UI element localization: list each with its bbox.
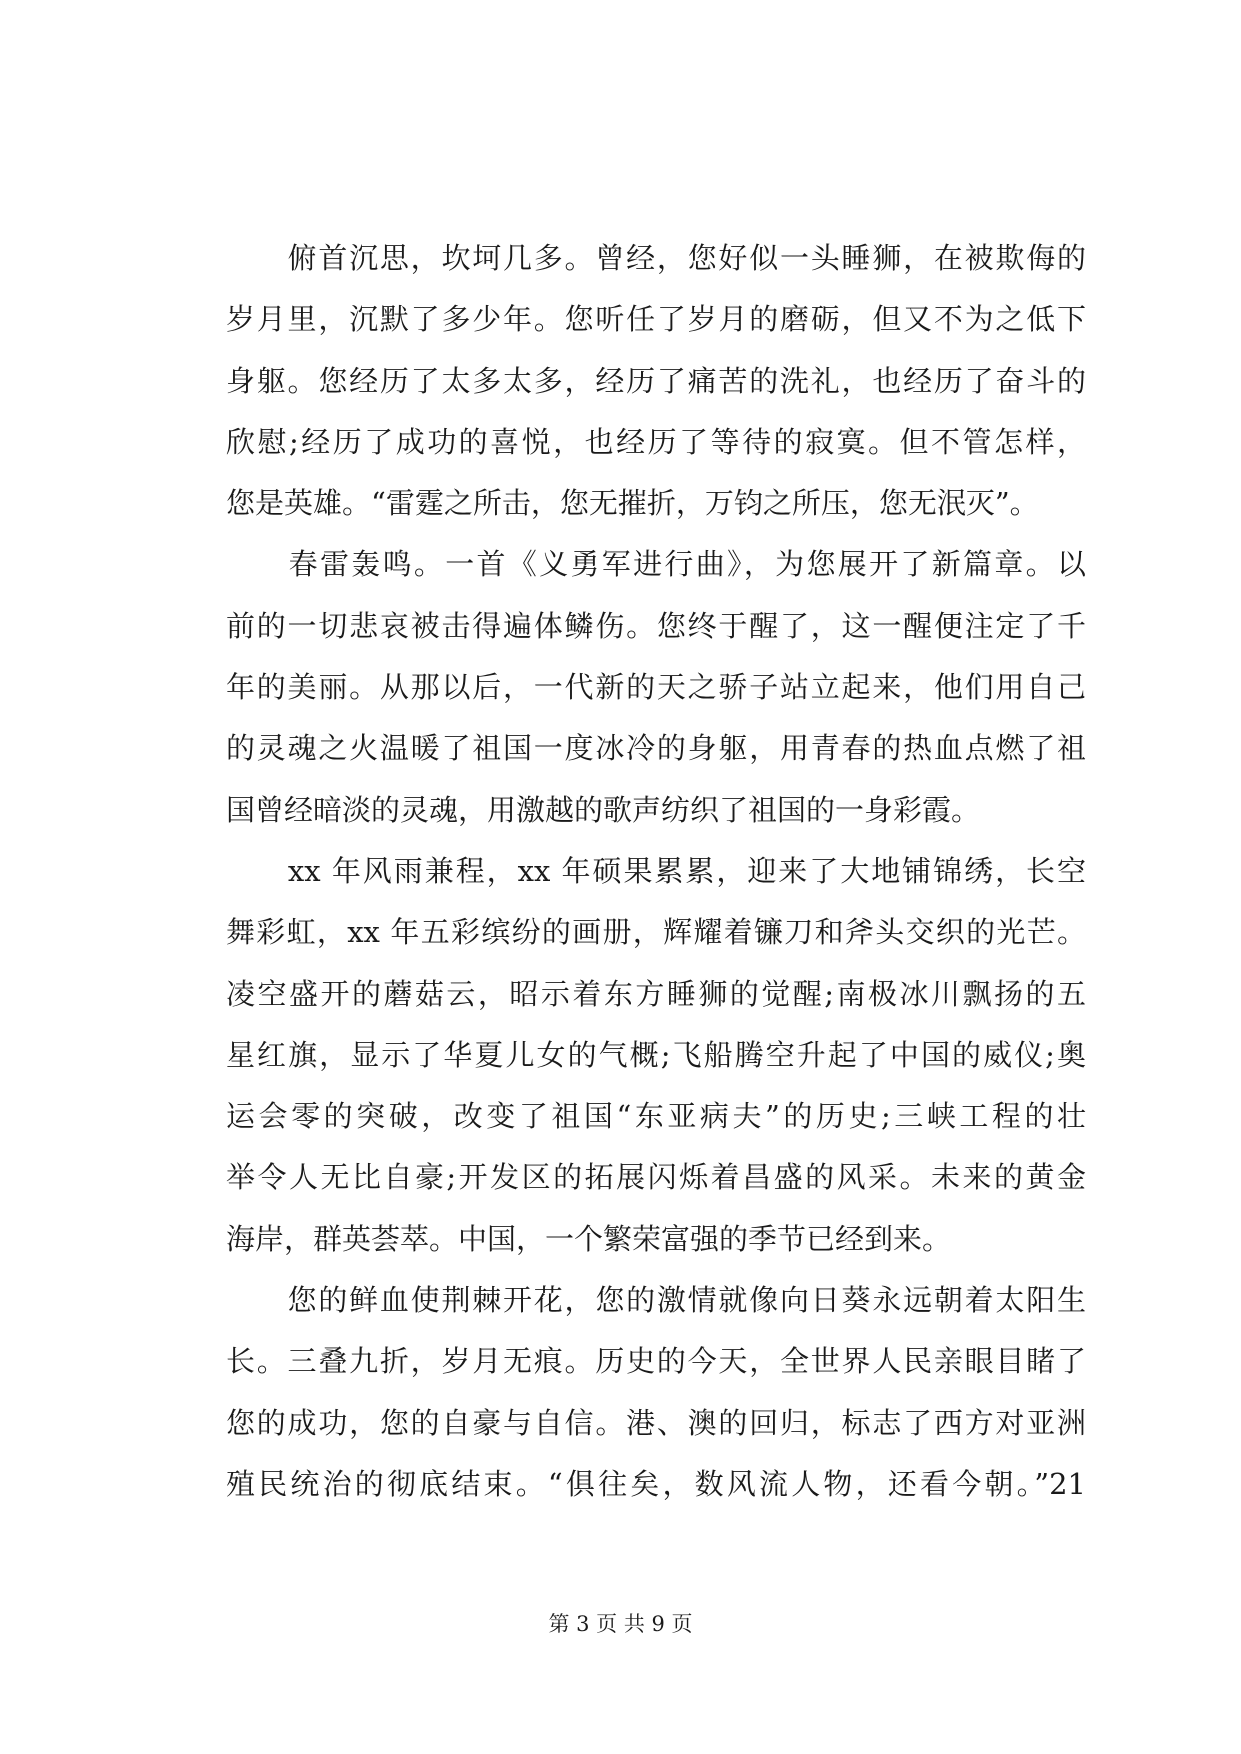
body-text — [226, 228, 1086, 1515]
text-line: 身躯。您经历了太多太多，经历了痛苦的洗礼，也经历了奋斗的 — [226, 363, 1086, 398]
text-line: xx 年风雨兼程，xx 年硕果累累，迎来了大地铺锦绣，长空 — [226, 853, 1086, 888]
text-line: 国曾经暗淡的灵魂，用激越的歌声纺织了祖国的一身彩霞。 — [226, 792, 981, 827]
text-line: 长。三叠九折，岁月无痕。历史的今天，全世界人民亲眼目睹了 — [226, 1344, 1086, 1379]
text-line: 凌空盛开的蘑菇云，昭示着东方睡狮的觉醒;南极冰川飘扬的五 — [226, 976, 1086, 1011]
text-line: 岁月里，沉默了多少年。您听任了岁月的磨砺，但又不为之低下 — [226, 302, 1086, 337]
text-line: 您的鲜血使荆棘开花，您的激情就像向日葵永远朝着太阳生 — [226, 1283, 1086, 1318]
text-line: 殖民统治的彻底结束。“俱往矣，数风流人物，还看今朝。”21 — [226, 1466, 1086, 1501]
text-line: 的灵魂之火温暖了祖国一度冰冷的身躯，用青春的热血点燃了祖 — [226, 731, 1086, 766]
text-line: 举令人无比自豪;开发区的拓展闪烁着昌盛的风采。未来的黄金 — [226, 1160, 1086, 1195]
text-line: 运会零的突破，改变了祖国“东亚病夫”的历史;三峡工程的壮 — [226, 1099, 1086, 1134]
paragraph — [226, 841, 1086, 1270]
text-line: 您的成功，您的自豪与自信。港、澳的回归，标志了西方对亚洲 — [226, 1405, 1086, 1440]
text-line: 欣慰;经历了成功的喜悦，也经历了等待的寂寞。但不管怎样， — [226, 424, 1086, 459]
text-line: 舞彩虹，xx 年五彩缤纷的画册，辉耀着镰刀和斧头交织的光芒。 — [226, 915, 1086, 950]
text-line: 星红旗，显示了华夏儿女的气概;飞船腾空升起了中国的威仪;奥 — [226, 1037, 1086, 1072]
text-line: 您是英雄。“雷霆之所击，您无摧折，万钧之所压，您无泯灭”。 — [226, 486, 1039, 521]
text-line: 俯首沉思，坎坷几多。曾经，您好似一头睡狮，在被欺侮的 — [226, 241, 1086, 275]
paragraph — [226, 534, 1086, 840]
paragraph — [226, 1270, 1086, 1515]
text-line: 春雷轰鸣。一首《义勇军进行曲》，为您展开了新篇章。以 — [226, 547, 1086, 582]
text-line: 年的美丽。从那以后，一代新的天之骄子站立起来，他们用自己 — [226, 670, 1086, 705]
text-line: 前的一切悲哀被击得遍体鳞伤。您终于醒了，这一醒便注定了千 — [226, 608, 1086, 643]
paragraph — [226, 228, 1086, 534]
text-line: 海岸，群英荟萃。中国，一个繁荣富强的季节已经到来。 — [226, 1221, 952, 1256]
page-footer — [0, 1609, 1241, 1639]
page-number-label: 第 3 页 共 9 页 — [548, 1612, 693, 1636]
